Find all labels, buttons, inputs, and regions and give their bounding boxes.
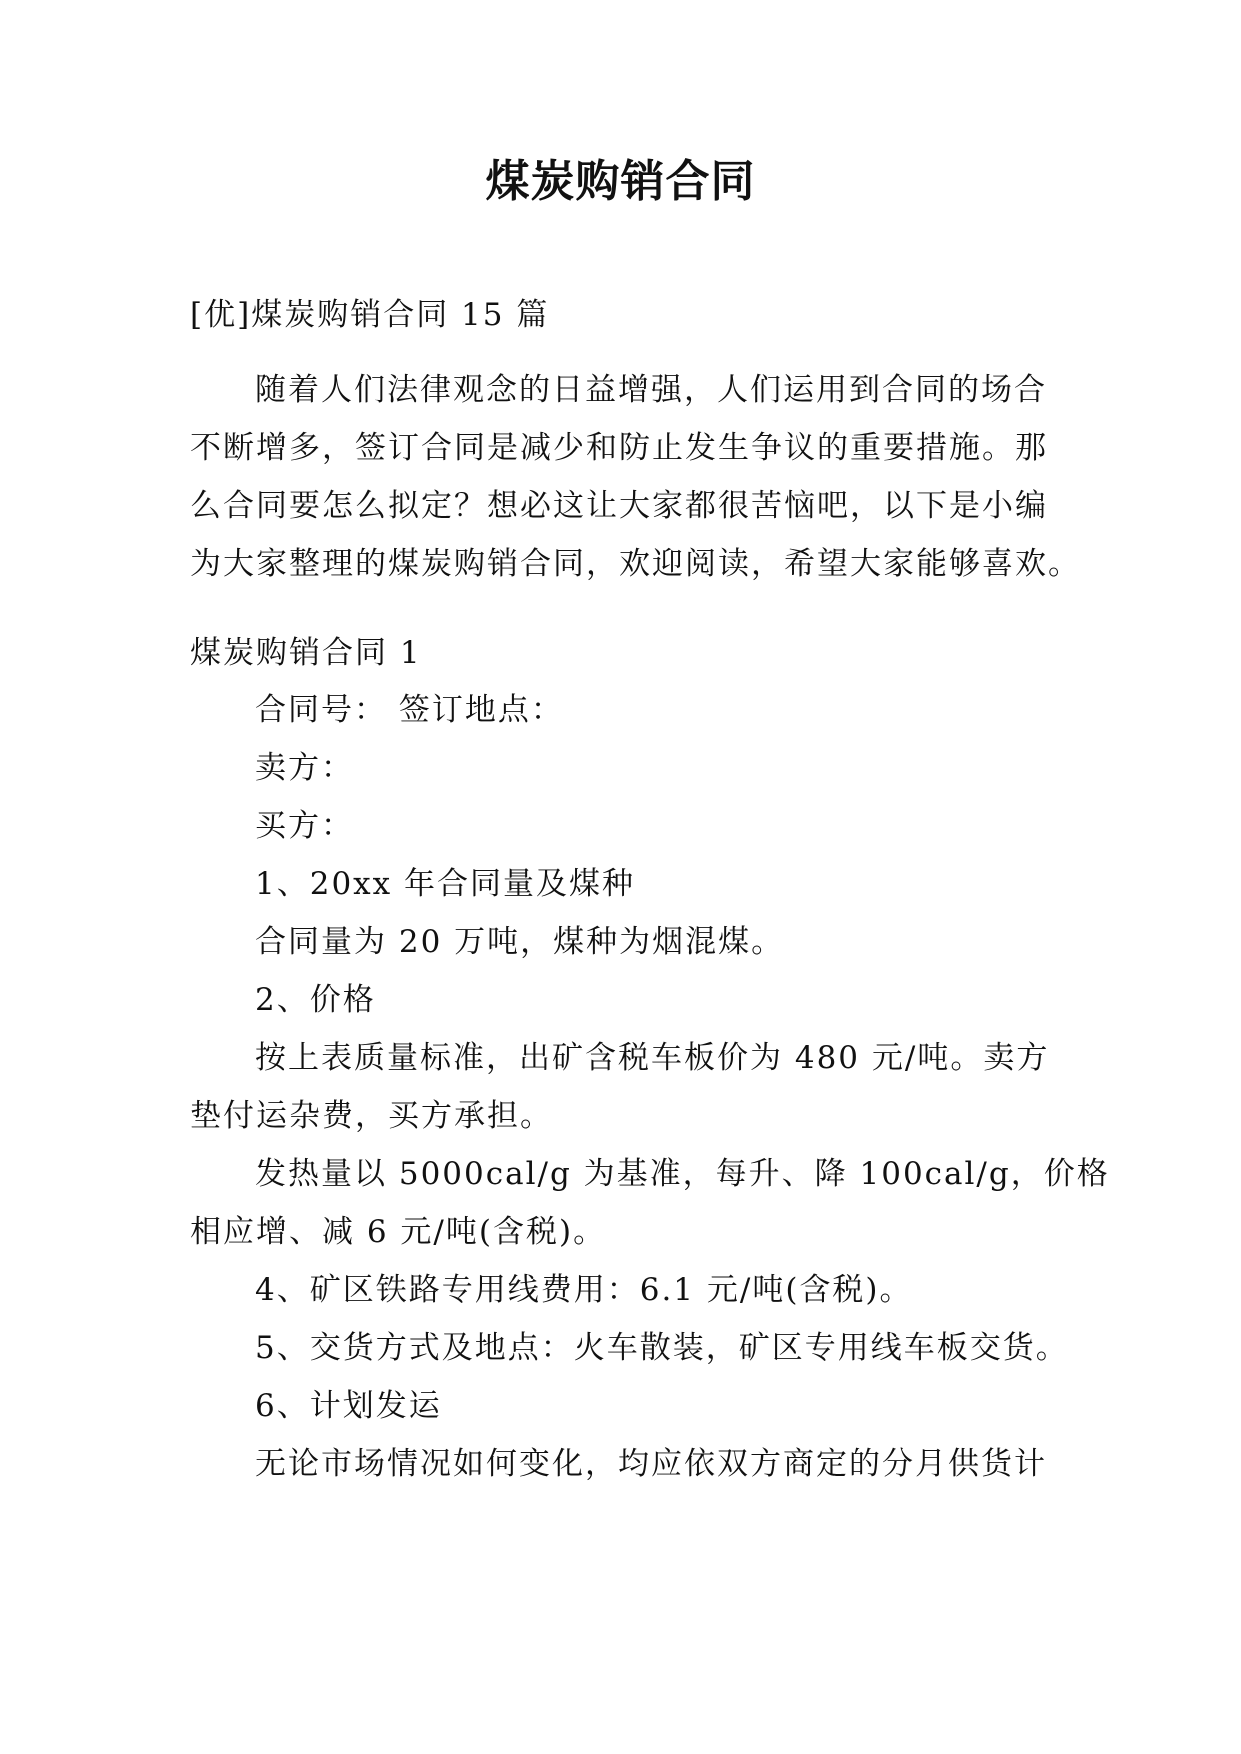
seller-line: 卖方： xyxy=(255,750,354,786)
clause-2-body-line-1: 按上表质量标准，出矿含税车板价为 480 元/吨。卖方 xyxy=(255,1040,1050,1076)
clause-6-heading: 6、计划发运 xyxy=(255,1388,442,1424)
contract-number-and-location: 合同号： 签订地点： xyxy=(255,692,564,728)
clause-2-body-line-3: 发热量以 5000cal/g 为基准，每升、降 100cal/g，价格 xyxy=(255,1156,1110,1192)
intro-line-1: 随着人们法律观念的日益增强，人们运用到合同的场合 xyxy=(255,372,1047,408)
clause-2-body-line-4: 相应增、减 6 元/吨(含税)。 xyxy=(190,1214,607,1250)
document-subtitle: [优]煤炭购销合同 15 篇 xyxy=(190,297,550,333)
section-heading: 煤炭购销合同 1 xyxy=(190,635,422,671)
intro-line-3: 么合同要怎么拟定？想必这让大家都很苦恼吧，以下是小编 xyxy=(190,488,1048,524)
clause-1-heading: 1、20xx 年合同量及煤种 xyxy=(255,866,635,902)
document-title: 煤炭购销合同 xyxy=(485,156,756,207)
clause-4: 4、矿区铁路专用线费用：6.1 元/吨(含税)。 xyxy=(255,1272,913,1308)
clause-6-body: 无论市场情况如何变化，均应依双方商定的分月供货计 xyxy=(255,1446,1047,1482)
clause-2-body-line-2: 垫付运杂费，买方承担。 xyxy=(190,1098,553,1134)
clause-5: 5、交货方式及地点：火车散装，矿区专用线车板交货。 xyxy=(255,1330,1069,1366)
buyer-line: 买方： xyxy=(255,808,354,844)
intro-line-2: 不断增多，签订合同是减少和防止发生争议的重要措施。那 xyxy=(190,430,1048,466)
clause-2-heading: 2、价格 xyxy=(255,982,376,1018)
intro-line-4: 为大家整理的煤炭购销合同，欢迎阅读，希望大家能够喜欢。 xyxy=(190,546,1081,582)
clause-1-body: 合同量为 20 万吨，煤种为烟混煤。 xyxy=(255,924,785,960)
